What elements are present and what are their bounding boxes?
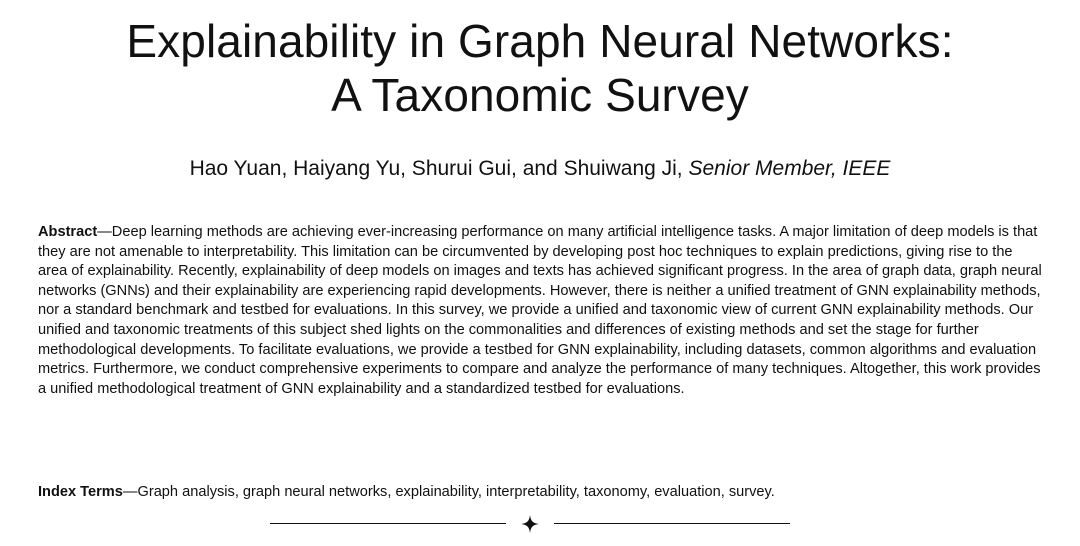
abstract-label: Abstract bbox=[38, 224, 98, 240]
abstract bbox=[38, 223, 1044, 399]
index-terms bbox=[38, 483, 1044, 503]
index-terms-text: —Graph analysis, graph neural networks, explainability, interpretability, taxonomy, evaluation, survey. bbox=[122, 484, 775, 500]
index-terms-label: Index Terms bbox=[38, 484, 123, 500]
divider-line-left bbox=[270, 523, 506, 524]
abstract-text: —Deep learning methods are achieving ever-increasing performance on many artificial intelligence tasks. A major limitation of deep models is that they are not amenable to interpretability. This limitation can be circumvented by developing post hoc techniques to explain predictions, giving rise to the area of explainability. Recently, explainability of deep models on images and texts has achieved significant progress. In the area of graph data, graph neural networks (GNNs) and their explainability are experiencing rapid developments. However, there is neither a unified treatment of GNN explainability methods, nor a standard benchmark and testbed for evaluations. In this survey, we provide a unified and taxonomic view of current GNN explainability methods. Our unified and taxonomic treatments of this subject shed lights on the commonalities and differences of existing methods and set the stage for further methodological developments. To facilitate evaluations, we provide a testbed for GNN explainability, including datasets, common algorithms and evaluation metrics. Furthermore, we conduct comprehensive experiments to compare and analyze the performance of many techniques. Altogether, this work provides a unified methodological treatment of GNN explainability and a standardized testbed for evaluations. bbox=[38, 224, 1042, 397]
author-names: Hao Yuan, Haiyang Yu, Shurui Gui, and Shuiwang Ji, bbox=[189, 157, 683, 180]
author-role: Senior Member, IEEE bbox=[688, 157, 891, 180]
author-list bbox=[0, 155, 1080, 183]
title-line-1: Explainability in Graph Neural Networks: bbox=[126, 15, 954, 67]
paper-title bbox=[0, 14, 1080, 122]
title-line-2: A Taxonomic Survey bbox=[331, 69, 749, 121]
divider-line-right bbox=[554, 523, 790, 524]
section-divider bbox=[270, 512, 790, 536]
four-point-star-icon bbox=[520, 514, 540, 534]
